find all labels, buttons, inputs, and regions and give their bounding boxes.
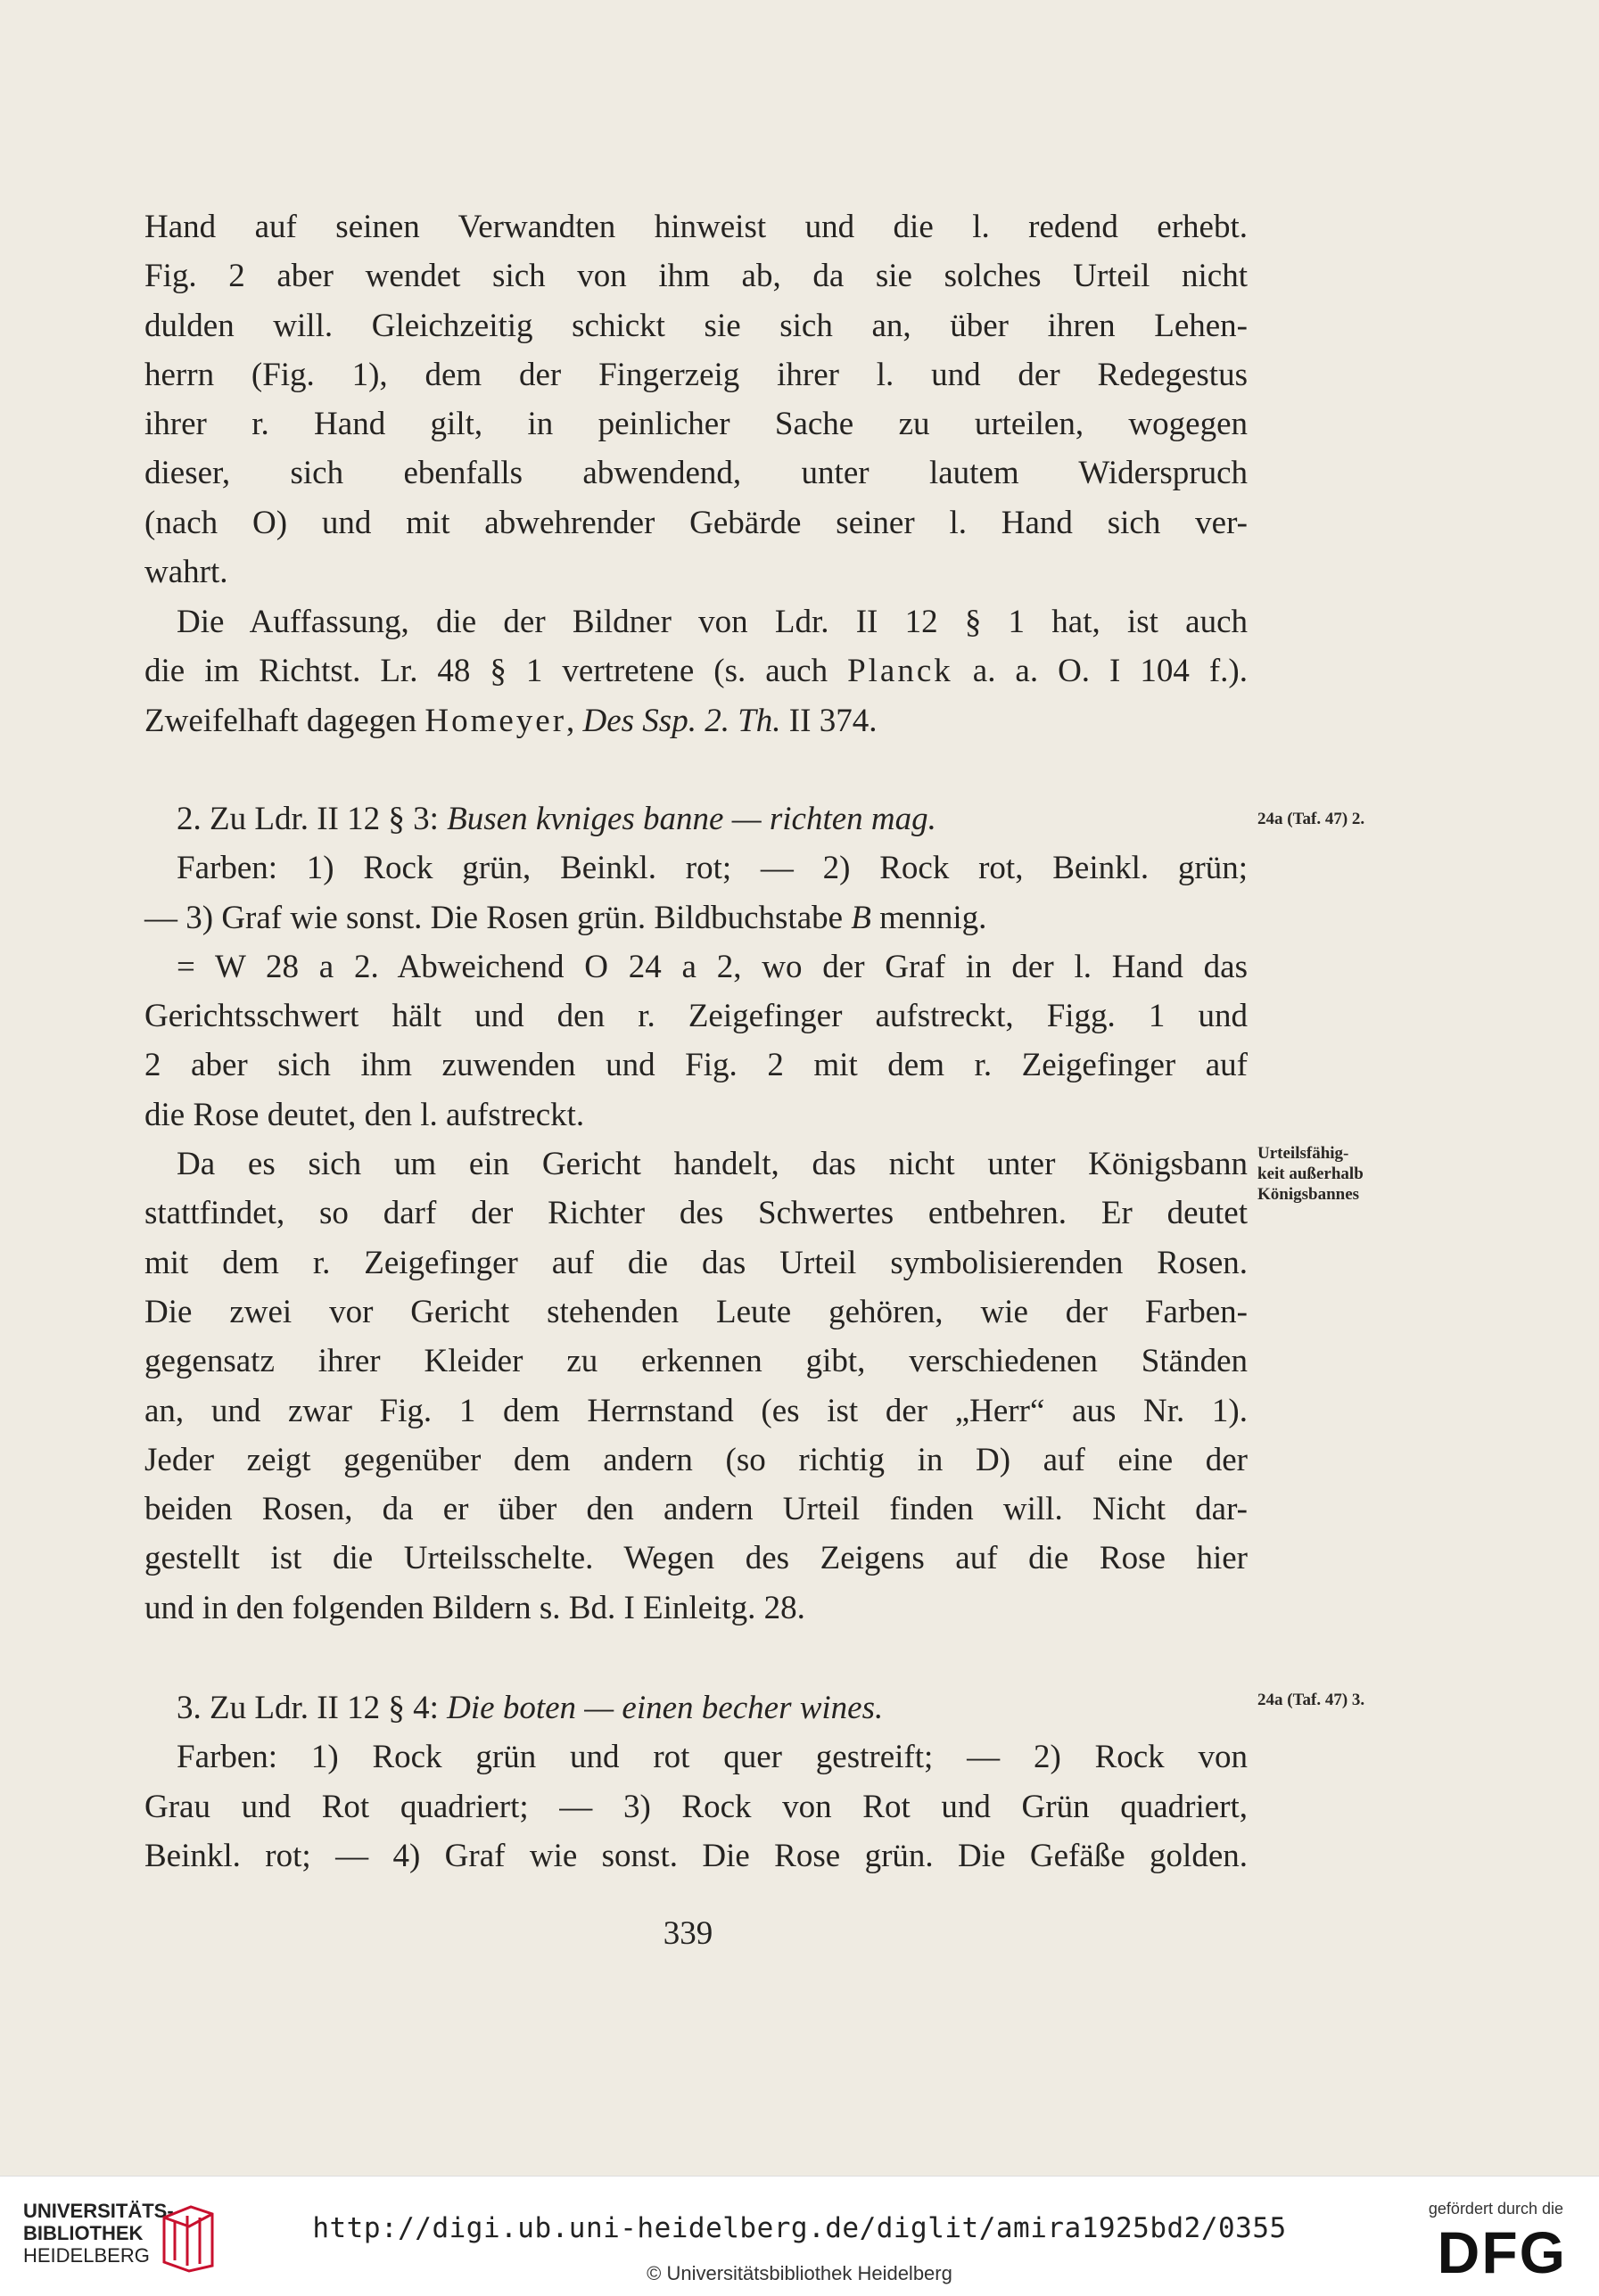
text-line: 2 aber sich ihm zuwenden und Fig. 2 mit dem r. Zeigefinger auf	[144, 1047, 1248, 1084]
text-line: Beinkl. rot; — 4) Graf wie sonst. Die Rose grün. Die Gefäße golden.	[144, 1837, 1248, 1874]
margin-note-line: Königsbannes	[1257, 1185, 1360, 1204]
permalink-url[interactable]: http://digi.ub.uni-heidelberg.de/diglit/amira1925bd2/0355	[312, 2212, 1287, 2244]
text-line	[144, 696, 1248, 745]
text-line: Die zwei vor Gericht stehenden Leute gehören, wie der Farben-	[144, 1293, 1248, 1330]
margin-note-line: Urteilsfähig-	[1257, 1144, 1349, 1163]
text-line: (nach O) und mit abwehrender Gebärde seiner l. Hand sich ver-	[144, 504, 1248, 541]
margin-note-urteilsfaehigkeit	[1257, 1143, 1364, 1205]
text-line: dieser, sich ebenfalls abwendend, unter lautem Widerspruch	[144, 455, 1248, 492]
text-line: Fig. 2 aber wendet sich von ihm ab, da sie solches Urteil nicht	[144, 258, 1248, 295]
text-line: wahrt.	[144, 554, 228, 591]
funding-caption: gefördert durch die	[1428, 2200, 1563, 2218]
margin-ref-section-3: 24a (Taf. 47) 3.	[1257, 1691, 1365, 1709]
heading-quote: Die boten — einen becher wines.	[447, 1690, 884, 1726]
text-line: Farben: 1) Rock grün und rot quer gestreift; — 2) Rock von	[177, 1739, 1248, 1776]
copyright-notice: © Universitätsbibliothek Heidelberg	[647, 2262, 952, 2284]
text-line: Da es sich um ein Gericht handelt, das nicht unter Königsbann	[177, 1146, 1248, 1183]
text-line: stattfindet, so darf der Richter des Schwertes entbehren. Er deutet	[144, 1195, 1248, 1232]
footer-bar	[0, 2176, 1599, 2296]
text-line: beiden Rosen, da er über den andern Urteil finden will. Nicht dar-	[144, 1491, 1248, 1528]
work-title: Des Ssp. 2. Th.	[582, 702, 781, 739]
text-segment: a. a. O. I 104 f.).	[952, 653, 1248, 690]
section-heading	[144, 794, 1248, 844]
margin-note-line: keit außerhalb	[1257, 1164, 1364, 1183]
paragraph-auffassung	[144, 597, 1248, 745]
text-line: Grau und Rot quadriert; — 3) Rock von Rot und Grün quadriert,	[144, 1788, 1248, 1825]
text-line: = W 28 a 2. Abweichend O 24 a 2, wo der Graf in der l. Hand das	[177, 948, 1248, 985]
text-line: Die Auffassung, die der Bildner von Ldr. II 12 § 1 hat, ist auch	[177, 604, 1248, 640]
author-name-homeyer: Homeyer	[424, 702, 567, 739]
library-logo-line: UNIVERSITÄTS-	[23, 2200, 174, 2222]
text-line: und in den folgenden Bildern s. Bd. I Einleitg. 28.	[144, 1589, 805, 1626]
text-line: gegensatz ihrer Kleider zu erkennen gibt, verschiedenen Ständen	[144, 1343, 1248, 1380]
heading-prefix: 3. Zu Ldr. II 12 § 4:	[177, 1690, 448, 1726]
text-line: Farben: 1) Rock grün, Beinkl. rot; — 2) Rock rot, Beinkl. grün;	[177, 850, 1248, 887]
text-line: mit dem r. Zeigefinger auf die das Urteil symbolisierenden Rosen.	[144, 1244, 1248, 1281]
text-line: Jeder zeigt gegenüber dem andern (so richtig in D) auf eine der	[144, 1441, 1248, 1478]
text-segment: ,	[566, 702, 583, 739]
text-line	[144, 646, 1248, 695]
text-segment: — 3) Graf wie sonst. Die Rosen grün. Bildbuchstabe	[144, 899, 852, 936]
text-line: an, und zwar Fig. 1 dem Herrnstand (es ist der „Herr“ aus Nr. 1).	[144, 1392, 1248, 1429]
section-3	[144, 1683, 1248, 1880]
text-segment: mennig.	[870, 899, 987, 936]
text-segment: Zweifelhaft dagegen	[144, 702, 425, 739]
text-line: Gerichtsschwert hält und den r. Zeigefinger aufstreckt, Figg. 1 und	[144, 998, 1248, 1035]
dfg-logo[interactable]: DFG	[1437, 2219, 1567, 2285]
text-line: ihrer r. Hand gilt, in peinlicher Sache zu urteilen, wogegen	[144, 406, 1248, 443]
margin-ref-section-2: 24a (Taf. 47) 2.	[1257, 810, 1365, 828]
section-2	[144, 794, 1248, 1633]
page-number: 339	[663, 1915, 713, 1952]
text-segment: die im Richtst. Lr. 48 § 1 vertretene (s. auch	[144, 653, 848, 690]
text-line: gestellt ist die Urteilsschelte. Wegen des Zeigens auf die Rose hier	[144, 1540, 1248, 1577]
library-logo-line: BIBLIOTHEK	[23, 2222, 144, 2244]
text-line: herrn (Fig. 1), dem der Fingerzeig ihrer l. und der Redegestus	[144, 356, 1248, 393]
text-line	[144, 893, 1248, 942]
heading-quote: Busen kvniges banne — richten mag.	[447, 801, 936, 837]
text-line: Hand auf seinen Verwandten hinweist und die l. redend erhebt.	[144, 209, 1248, 245]
library-logo-line: HEIDELBERG	[23, 2244, 150, 2267]
author-name-planck: Planck	[847, 653, 953, 690]
paragraph-continuation	[144, 202, 1248, 597]
section-heading	[144, 1683, 1248, 1732]
text-segment: II 374.	[780, 702, 878, 739]
text-line: die Rose deutet, den l. aufstreckt.	[144, 1096, 585, 1133]
heading-prefix: 2. Zu Ldr. II 12 § 3:	[177, 801, 448, 837]
letter-b: B	[851, 899, 871, 936]
text-line: dulden will. Gleichzeitig schickt sie sich an, über ihren Lehen-	[144, 307, 1248, 344]
